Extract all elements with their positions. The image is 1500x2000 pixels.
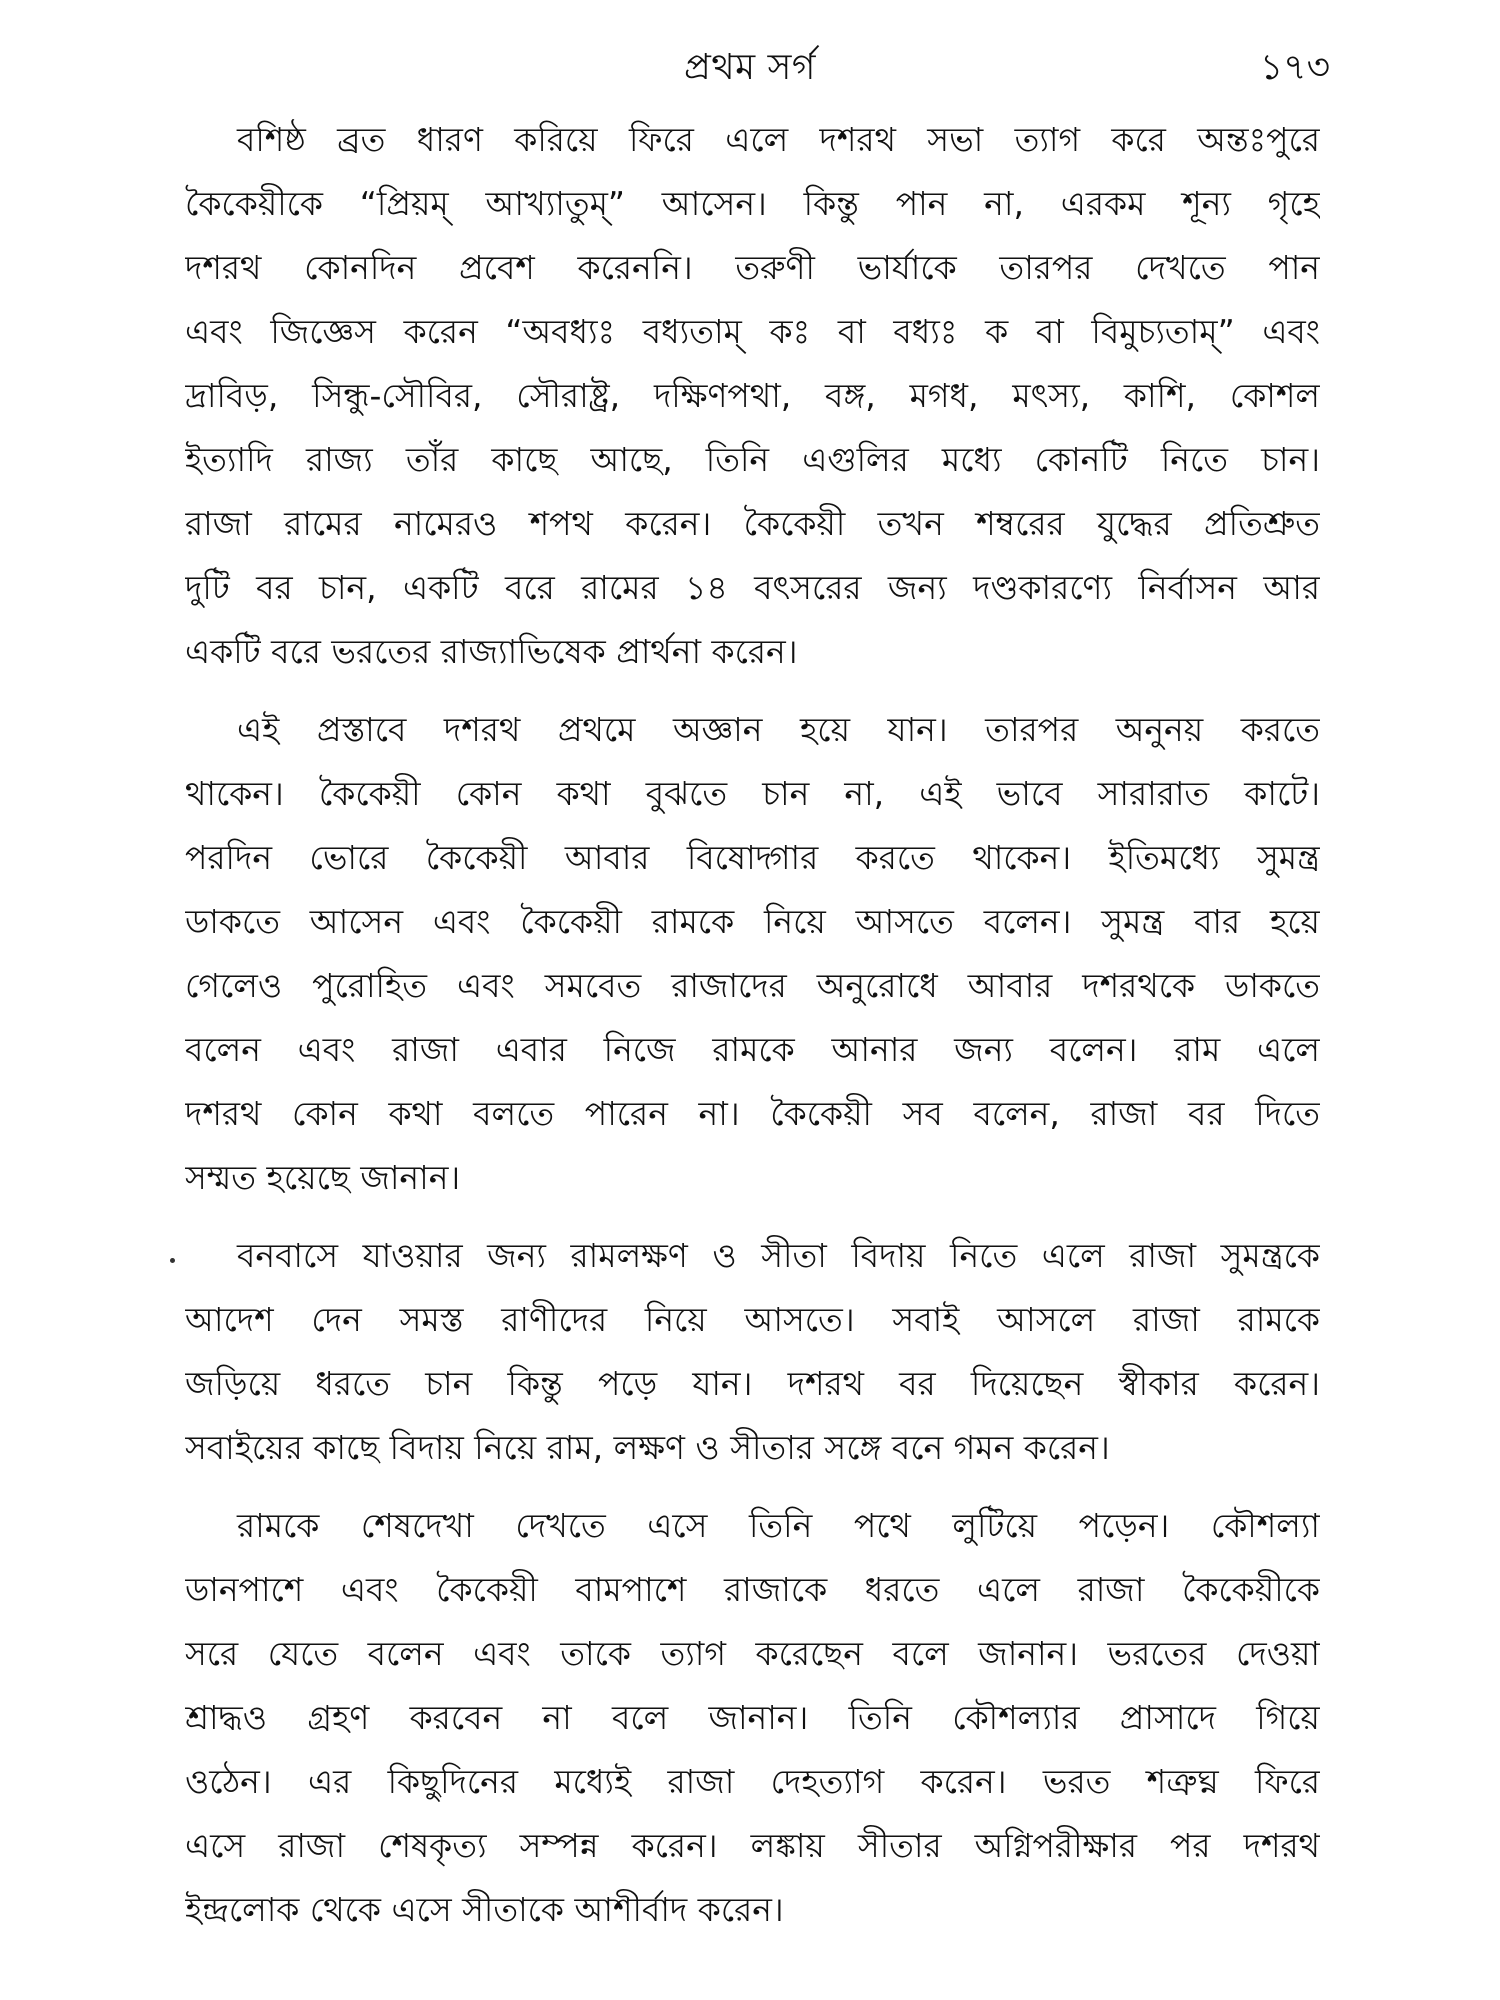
text-line: বলেন এবং রাজা এবার নিজে রামকে আনার জন্য বলেন। রাম এলে — [185, 1030, 1320, 1069]
text-line: ডাকতে আসেন এবং কৈকেয়ী রামকে নিয়ে আসতে বলেন। সুমন্ত্র বার হয়ে — [185, 902, 1320, 941]
text-line: দশরথ কোন কথা বলতে পারেন না। কৈকেয়ী সব বলেন, রাজা বর দিতে — [185, 1094, 1320, 1133]
text-line: থাকেন। কৈকেয়ী কোন কথা বুঝতে চান না, এই ভাবে সারারাত কাটে। — [185, 774, 1320, 813]
text-line: ইন্দ্রলোক থেকে এসে সীতাকে আশীর্বাদ করেন। — [185, 1890, 784, 1929]
chapter-title: প্রথম সর্গ — [684, 47, 816, 88]
text-line: বশিষ্ঠ ব্রত ধারণ করিয়ে ফিরে এলে দশরথ সভা ত্যাগ করে অন্তঃপুরে — [237, 120, 1320, 159]
text-line: এই প্রস্তাবে দশরথ প্রথমে অজ্ঞান হয়ে যান। তারপর অনুনয় করতে — [237, 710, 1320, 749]
text-line: সম্মত হয়েছে জানান। — [185, 1158, 461, 1197]
text-line: পরদিন ভোরে কৈকেয়ী আবার বিষোদ্গার করতে থাকেন। ইতিমধ্যে সুমন্ত্র — [185, 838, 1320, 877]
text-line: শ্রাদ্ধও গ্রহণ করবেন না বলে জানান। তিনি কৌশল্যার প্রাসাদে গিয়ে — [185, 1698, 1320, 1737]
text-line: দুটি বর চান, একটি বরে রামের ১৪ বৎসরের জন্য দণ্ডকারণ্যে নির্বাসন আর — [185, 568, 1320, 607]
paragraph-2 — [185, 698, 1320, 1210]
text-line: রামকে শেষদেখা দেখতে এসে তিনি পথে লুটিয়ে পড়েন। কৌশল্যা — [237, 1506, 1320, 1545]
running-head — [0, 38, 1500, 98]
text-line: দ্রাবিড়, সিন্ধু-সৌবির, সৌরাষ্ট্র, দক্ষিণপথা, বঙ্গ, মগধ, মৎস্য, কাশি, কোশল — [185, 376, 1320, 415]
text-line: আদেশ দেন সমস্ত রাণীদের নিয়ে আসতে। সবাই আসলে রাজা রামকে — [185, 1300, 1320, 1339]
text-line: এবং জিজ্ঞেস করেন “অবধ্যঃ বধ্যতাম্ কঃ বা বধ্যঃ ক বা বিমুচ্যতাম্” এবং — [185, 312, 1320, 351]
paragraph-1 — [185, 108, 1320, 684]
ink-speck — [170, 1258, 175, 1263]
paragraph-3 — [185, 1224, 1320, 1480]
text-line: এসে রাজা শেষকৃত্য সম্পন্ন করেন। লঙ্কায় সীতার অগ্নিপরীক্ষার পর দশরথ — [185, 1826, 1320, 1865]
text-line: রাজা রামের নামেরও শপথ করেন। কৈকেয়ী তখন শম্বরের যুদ্ধের প্রতিশ্রুত — [185, 504, 1320, 543]
page-number: ১৭৩ — [1259, 47, 1330, 88]
text-line: জড়িয়ে ধরতে চান কিন্তু পড়ে যান। দশরথ বর দিয়েছেন স্বীকার করেন। — [185, 1364, 1320, 1403]
text-line: ডানপাশে এবং কৈকেয়ী বামপাশে রাজাকে ধরতে এলে রাজা কৈকেয়ীকে — [185, 1570, 1320, 1609]
text-line: একটি বরে ভরতের রাজ্যাভিষেক প্রার্থনা করেন। — [185, 632, 798, 671]
text-line: সবাইয়ের কাছে বিদায় নিয়ে রাম, লক্ষণ ও সীতার সঙ্গে বনে গমন করেন। — [185, 1428, 1110, 1467]
text-line: বনবাসে যাওয়ার জন্য রামলক্ষণ ও সীতা বিদায় নিতে এলে রাজা সুমন্ত্রকে — [237, 1236, 1320, 1275]
text-line: গেলেও পুরোহিত এবং সমবেত রাজাদের অনুরোধে আবার দশরথকে ডাকতে — [185, 966, 1320, 1005]
text-line: ওঠেন। এর কিছুদিনের মধ্যেই রাজা দেহত্যাগ করেন। ভরত শত্রুঘ্ন ফিরে — [185, 1762, 1320, 1801]
paragraph-4 — [185, 1494, 1320, 1942]
body-text — [185, 108, 1320, 1956]
text-line: দশরথ কোনদিন প্রবেশ করেননি। তরুণী ভার্যাকে তারপর দেখতে পান — [185, 248, 1320, 287]
text-line: সরে যেতে বলেন এবং তাকে ত্যাগ করেছেন বলে জানান। ভরতের দেওয়া — [185, 1634, 1320, 1673]
text-line: কৈকেয়ীকে “প্রিয়ম্ আখ্যাতুম্” আসেন। কিন্তু পান না, এরকম শূন্য গৃহে — [185, 184, 1320, 223]
text-line: ইত্যাদি রাজ্য তাঁর কাছে আছে, তিনি এগুলির মধ্যে কোনটি নিতে চান। — [185, 440, 1320, 479]
